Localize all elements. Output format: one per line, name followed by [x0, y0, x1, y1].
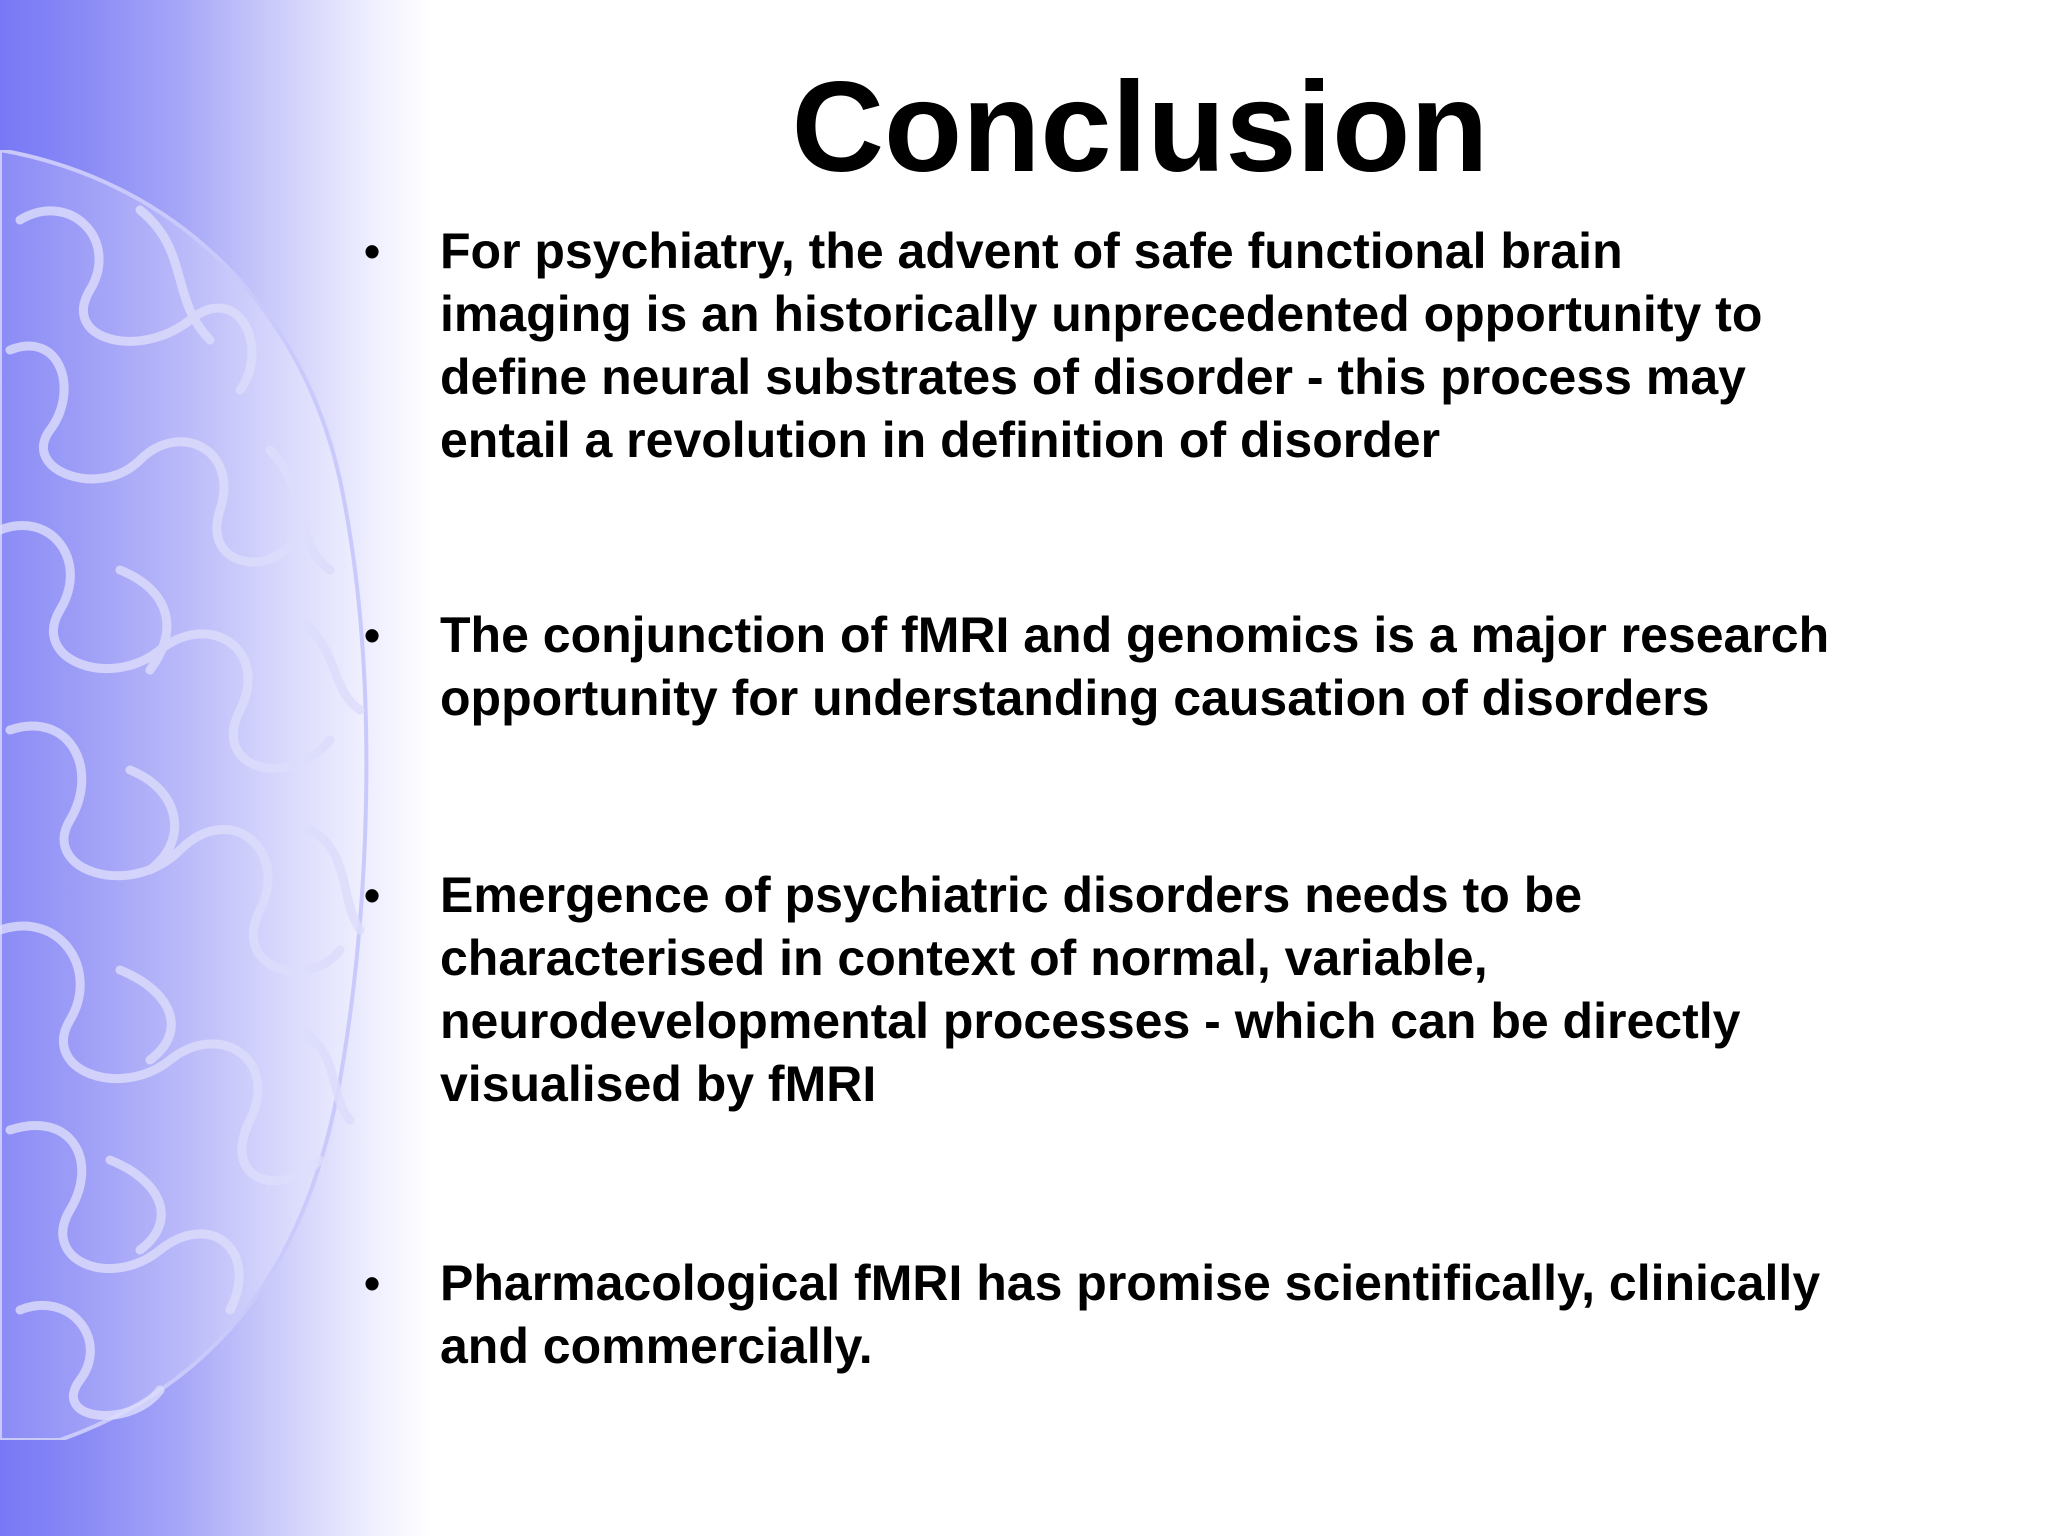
- bullet-text: For psychiatry, the advent of safe functional brain imaging is an historically unprecedented opportunity to define neural substrates of disorder - this process may entail a revolution in definition of disorder: [440, 223, 1763, 468]
- bullet-marker: •: [364, 1257, 381, 1309]
- bullet-text: Emergence of psychiatric disorders needs to be characterised in context of normal, variable, neurodevelopmental processes - which can be directly visualised by fMRI: [440, 867, 1741, 1112]
- bullet-marker: •: [364, 869, 381, 921]
- bullet-marker: •: [364, 225, 381, 277]
- bullet-text: The conjunction of fMRI and genomics is a major research opportunity for understanding causation of disorders: [440, 607, 1830, 726]
- bullet-text: Pharmacological fMRI has promise scientifically, clinically and commercially.: [440, 1255, 1821, 1374]
- slide-title: Conclusion: [791, 56, 1489, 199]
- bullet-marker: •: [364, 609, 381, 661]
